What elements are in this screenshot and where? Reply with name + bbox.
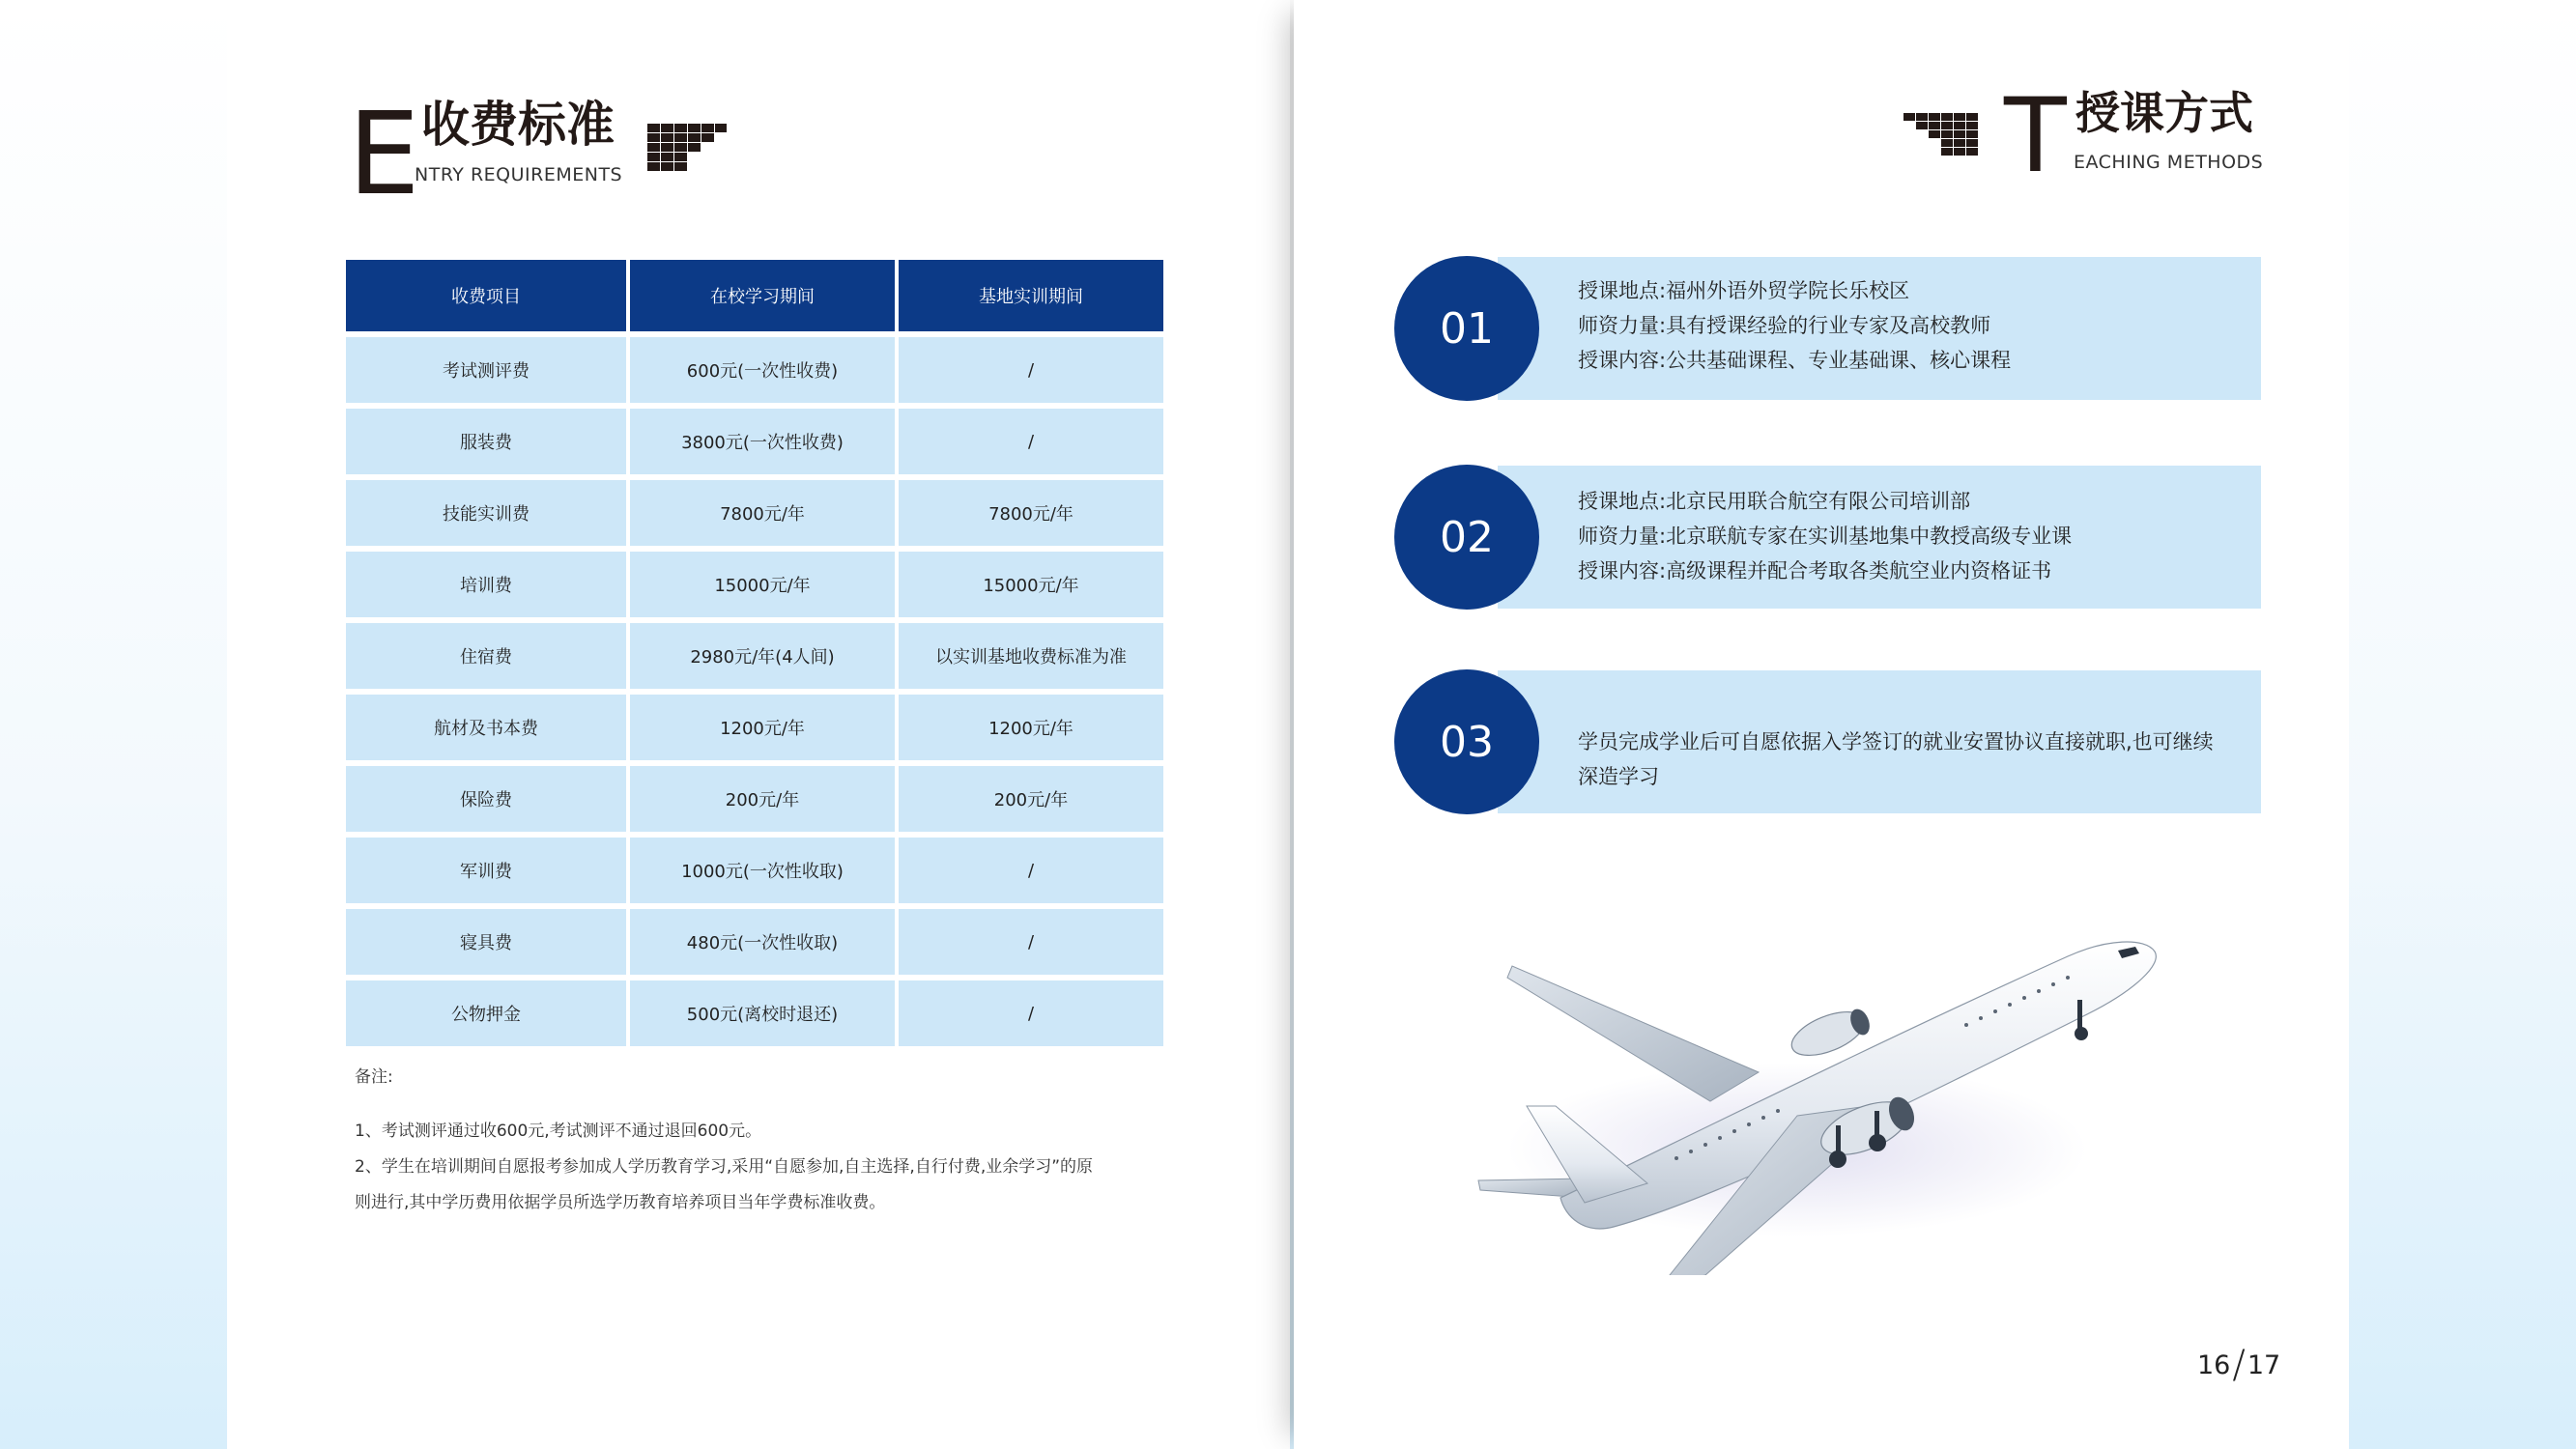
method-line: 师资力量:具有授课经验的行业专家及高校教师 — [1578, 314, 1991, 337]
school-fee: 1000元(一次性收取) — [630, 838, 895, 903]
table-header-row — [346, 260, 1163, 331]
method-line: 授课地点:北京民用联合航空有限公司培训部 — [1578, 490, 1971, 513]
table-row — [346, 480, 1163, 546]
base-fee: / — [899, 909, 1163, 975]
base-fee: 以实训基地收费标准为准 — [899, 623, 1163, 689]
table-row — [346, 695, 1163, 760]
fee-item: 考试测评费 — [346, 337, 626, 403]
method-number-03: 03 — [1394, 669, 1539, 814]
fee-table — [342, 254, 1167, 1052]
school-fee: 2980元/年(4人间) — [630, 623, 895, 689]
table-row — [346, 552, 1163, 617]
method-line: 学员完成学业后可自愿依据入学签订的就业安置协议直接就职,也可继续 — [1578, 730, 2214, 753]
school-fee: 3800元(一次性收费) — [630, 409, 895, 474]
page-number — [2197, 1343, 2280, 1387]
base-fee: 15000元/年 — [899, 552, 1163, 617]
method-line: 师资力量:北京联航专家在实训基地集中教授高级专业课 — [1578, 525, 2073, 548]
table-row — [346, 980, 1163, 1046]
fee-item: 保险费 — [346, 766, 626, 832]
page-total: 17 — [2247, 1350, 2281, 1380]
table-row — [346, 337, 1163, 403]
base-fee: / — [899, 838, 1163, 903]
table-row — [346, 623, 1163, 689]
teaching-methods-title: 授课方式 — [2075, 87, 2253, 139]
method-line: 授课地点:福州外语外贸学院长乐校区 — [1578, 279, 1910, 302]
school-fee: 1200元/年 — [630, 695, 895, 760]
fee-standard-title: 收费标准 — [421, 97, 615, 153]
table-row — [346, 909, 1163, 975]
note-line: 1、考试测评通过收600元,考试测评不通过退回600元。 — [355, 1122, 762, 1141]
header-school-period: 在校学习期间 — [630, 260, 895, 331]
grid-pattern-icon — [1903, 113, 1981, 157]
method-number-02: 02 — [1394, 465, 1539, 610]
method-line: 授课内容:高级课程并配合考取各类航空业内资格证书 — [1578, 559, 2052, 582]
base-fee: / — [899, 337, 1163, 403]
table-row — [346, 838, 1163, 903]
base-fee: 200元/年 — [899, 766, 1163, 832]
method-line: 深造学习 — [1578, 765, 1659, 788]
method-text-01 — [1578, 273, 2254, 378]
page-separator: / — [2232, 1343, 2246, 1387]
school-fee: 15000元/年 — [630, 552, 895, 617]
method-text-03 — [1578, 724, 2254, 794]
school-fee: 500元(离校时退还) — [630, 980, 895, 1046]
school-fee: 600元(一次性收费) — [630, 337, 895, 403]
table-row — [346, 766, 1163, 832]
base-fee: / — [899, 980, 1163, 1046]
school-fee: 7800元/年 — [630, 480, 895, 546]
method-text-02 — [1578, 484, 2254, 588]
notes-section — [355, 1063, 1186, 1221]
base-fee: 7800元/年 — [899, 480, 1163, 546]
teaching-big-letter: T — [2004, 76, 2067, 195]
school-fee: 480元(一次性收取) — [630, 909, 895, 975]
fee-item: 技能实训费 — [346, 480, 626, 546]
notes-title: 备注: — [355, 1067, 393, 1087]
fee-item: 培训费 — [346, 552, 626, 617]
base-fee: 1200元/年 — [899, 695, 1163, 760]
fee-item: 寝具费 — [346, 909, 626, 975]
note-line: 则进行,其中学历费用依据学员所选学历教育培养项目当年学费标准收费。 — [355, 1193, 886, 1212]
method-number-01: 01 — [1394, 256, 1539, 401]
fee-item: 军训费 — [346, 838, 626, 903]
airplane-icon — [1469, 908, 2184, 1275]
header-base-period: 基地实训期间 — [899, 260, 1163, 331]
fee-item: 航材及书本费 — [346, 695, 626, 760]
grid-pattern-icon — [647, 124, 727, 172]
entry-big-letter: E — [348, 87, 420, 220]
page-current: 16 — [2197, 1350, 2231, 1380]
teaching-methods-subtitle: EACHING METHODS — [2074, 152, 2264, 173]
fee-item: 公物押金 — [346, 980, 626, 1046]
note-line: 2、学生在培训期间自愿报考参加成人学历教育学习,采用“自愿参加,自主选择,自行付费,业余学习”的原 — [355, 1157, 1094, 1177]
entry-requirements-subtitle: NTRY REQUIREMENTS — [415, 164, 623, 185]
table-row — [346, 409, 1163, 474]
school-fee: 200元/年 — [630, 766, 895, 832]
fee-item: 住宿费 — [346, 623, 626, 689]
header-fee-item: 收费项目 — [346, 260, 626, 331]
fee-item: 服装费 — [346, 409, 626, 474]
method-line: 授课内容:公共基础课程、专业基础课、核心课程 — [1578, 349, 2012, 372]
base-fee: / — [899, 409, 1163, 474]
